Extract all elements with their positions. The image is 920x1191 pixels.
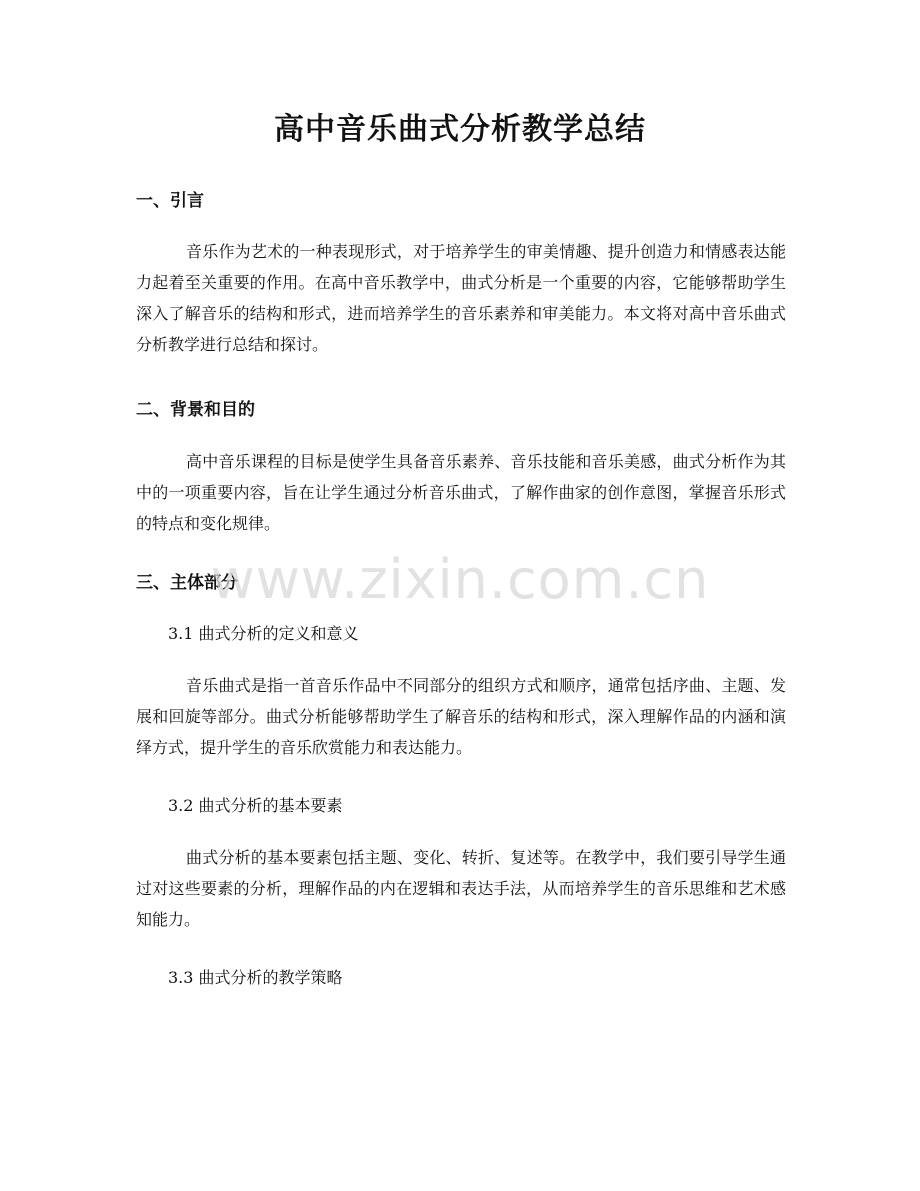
subsection-heading-strategy: 3.3 曲式分析的教学策略	[168, 968, 343, 987]
paragraph-background: 高中音乐课程的目标是使学生具备音乐素养、音乐技能和音乐美感，曲式分析作为其中的一项重要内容，旨在让学生通过分析音乐曲式，了解作曲家的创作意图，掌握音乐形式的特点和变化规律。	[136, 452, 786, 533]
paragraph-elements: 曲式分析的基本要素包括主题、变化、转折、复述等。在教学中，我们要引导学生通过对这些要素的分析，理解作品的内在逻辑和表达手法，从而培养学生的音乐思维和艺术感知能力。	[136, 848, 786, 929]
subsection-heading-definition: 3.1 曲式分析的定义和意义	[168, 624, 359, 643]
document-title: 高中音乐曲式分析教学总结	[274, 112, 646, 147]
paragraph-intro: 音乐作为艺术的一种表现形式，对于培养学生的审美情趣、提升创造力和情感表达能力起着至关重要的作用。在高中音乐教学中，曲式分析是一个重要的内容，它能够帮助学生深入了解音乐的结构和形式，进而培养学生的音乐素养和审美能力。本文将对高中音乐曲式分析教学进行总结和探讨。	[136, 242, 786, 354]
subsection-heading-elements: 3.2 曲式分析的基本要素	[168, 796, 343, 815]
watermark-text: www.zixin.com.cn	[210, 548, 710, 611]
section-heading-intro: 一、引言	[136, 191, 204, 211]
section-heading-main: 三、主体部分	[136, 573, 238, 593]
section-heading-background: 二、背景和目的	[136, 400, 255, 420]
paragraph-definition: 音乐曲式是指一首音乐作品中不同部分的组织方式和顺序，通常包括序曲、主题、发展和回旋等部分。曲式分析能够帮助学生了解音乐的结构和形式，深入理解作品的内涵和演绎方式，提升学生的音乐欣赏能力和表达能力。	[136, 676, 786, 757]
